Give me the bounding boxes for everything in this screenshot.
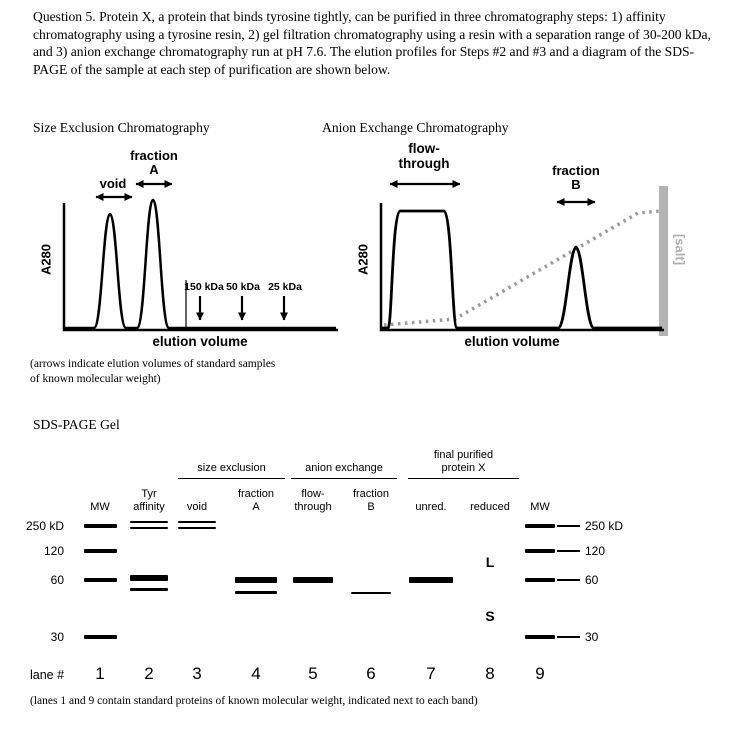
gel-lane-label (506, 501, 574, 514)
gel-lane-label-line: fraction (352, 488, 390, 500)
gel-subunit-letter-S: S (485, 608, 495, 624)
mw-tick (557, 525, 580, 527)
sec-y-axis-label: A280 (38, 243, 54, 276)
gel-band (130, 527, 168, 529)
gel-lane-number: 8 (485, 664, 495, 683)
gel-band (84, 524, 117, 528)
gel-lane-label-line: through (294, 501, 332, 513)
flow-through-label-line2: through (398, 156, 450, 171)
salt-axis-label: [salt] (672, 233, 688, 266)
gel-band (525, 578, 555, 582)
anion-exchange-title: Anion Exchange Chromatography (322, 120, 509, 135)
mw-tick (557, 579, 580, 581)
gel-group-header (178, 462, 285, 479)
aex-x-axis-label: elution volume (464, 334, 560, 349)
gel-group-header-line: anion exchange (305, 462, 383, 474)
gel-band (84, 578, 117, 582)
gel-band (235, 577, 277, 583)
gel-band (130, 521, 168, 523)
gel-lane-label-line: MW (90, 501, 110, 513)
gel-lane-number: 6 (366, 664, 376, 683)
gel-lane-label-line: fraction (237, 488, 275, 500)
gel-lane-label (163, 501, 231, 514)
gel-band (235, 591, 277, 594)
question-text: Question 5. Protein X, a protein that binds tyrosine tightly, can be purified in three chromatography steps: 1) affinity chromatography using a tyrosine resin, 2) gel filtration chromatography using a resin with a separation range of 30-200 kDa, and 3) anion exchange chromatography run at pH 7.6. The elution profiles for Steps #2 and #3 and a diagram of the SDS-PAGE of the sample at each step of purification are shown below. (33, 9, 711, 77)
gel-lane-number: 2 (144, 664, 154, 683)
gel-band (351, 592, 391, 595)
gel-group-header (291, 462, 397, 479)
fraction-b-label-word: fraction (552, 163, 600, 178)
gel-band (130, 575, 168, 581)
gel-band (525, 549, 555, 553)
gel-band (178, 527, 216, 529)
gel-lane-number: 4 (251, 664, 261, 683)
mw-tick (557, 550, 580, 552)
gel-lane-number: 1 (95, 664, 105, 683)
gel-band (409, 577, 453, 583)
size-exclusion-title: Size Exclusion Chromatography (33, 120, 210, 135)
gel-lane-label-line: MW (530, 501, 550, 513)
gel-band (293, 577, 333, 583)
mw-tick (557, 636, 580, 638)
mw-label-left: 250 kD (25, 519, 64, 533)
gel-lane-label-line: flow- (301, 488, 325, 500)
gel-group-header (408, 449, 519, 479)
mw-label-left: 60 (50, 573, 64, 587)
gel-lane-label (337, 488, 405, 514)
standard-label-25kda: 25 kDa (268, 281, 302, 293)
mw-label-right: 60 (585, 573, 599, 587)
gel-lane-label-line: A (252, 501, 260, 513)
mw-label-left: 120 (43, 544, 64, 558)
gel-lane-number: 9 (535, 664, 545, 683)
mw-label-right: 120 (585, 544, 606, 558)
gel-band (525, 524, 555, 528)
gel-lane-label-line: reduced (470, 501, 510, 513)
fraction-b-label-letter: B (571, 177, 581, 192)
sec-x-axis-label: elution volume (152, 334, 248, 349)
gel-group-header-line: size exclusion (197, 462, 266, 474)
gel-band (84, 635, 117, 639)
gel-lane-label-line: affinity (133, 501, 165, 513)
fraction-a-label-letter: A (149, 162, 159, 177)
standard-label-150kda: 150 kDa (184, 281, 224, 293)
gel-lane-label (397, 501, 465, 514)
gel-lane-label-line: Tyr (141, 488, 157, 500)
gel-band (130, 588, 168, 591)
gel-group-header-line: final purified (433, 449, 494, 461)
flow-through-label-line1: flow- (408, 141, 440, 156)
gel-lane-label-line: void (186, 501, 208, 513)
gel-group-header-line: protein X (441, 462, 486, 474)
gel-lane-label-line: unred. (415, 501, 447, 513)
gel-subunit-letter-L: L (485, 554, 495, 570)
gel-band (525, 635, 555, 639)
gel-lane-number: 3 (192, 664, 202, 683)
lane-row-label: lane # (30, 668, 65, 682)
mw-label-right: 250 kD (585, 519, 624, 533)
gel-lane-number: 7 (426, 664, 436, 683)
aex-y-axis-label: A280 (355, 243, 371, 276)
gel-band (84, 549, 117, 553)
mw-label-left: 30 (50, 630, 64, 644)
gel-caption: (lanes 1 and 9 contain standard proteins of known molecular weight, indicated next to each band) (30, 695, 478, 707)
void-label: void (99, 176, 127, 191)
gel-lane-number: 5 (308, 664, 318, 683)
standard-label-50kda: 50 kDa (226, 281, 260, 293)
sec-caption: (arrows indicate elution volumes of standard samples of known molecular weight) (30, 358, 276, 385)
fraction-a-label-word: fraction (130, 148, 178, 163)
mw-label-right: 30 (585, 630, 599, 644)
gel-lane-label-line: B (367, 501, 375, 513)
gel-band (178, 521, 216, 523)
gel-title: SDS-PAGE Gel (33, 417, 120, 432)
